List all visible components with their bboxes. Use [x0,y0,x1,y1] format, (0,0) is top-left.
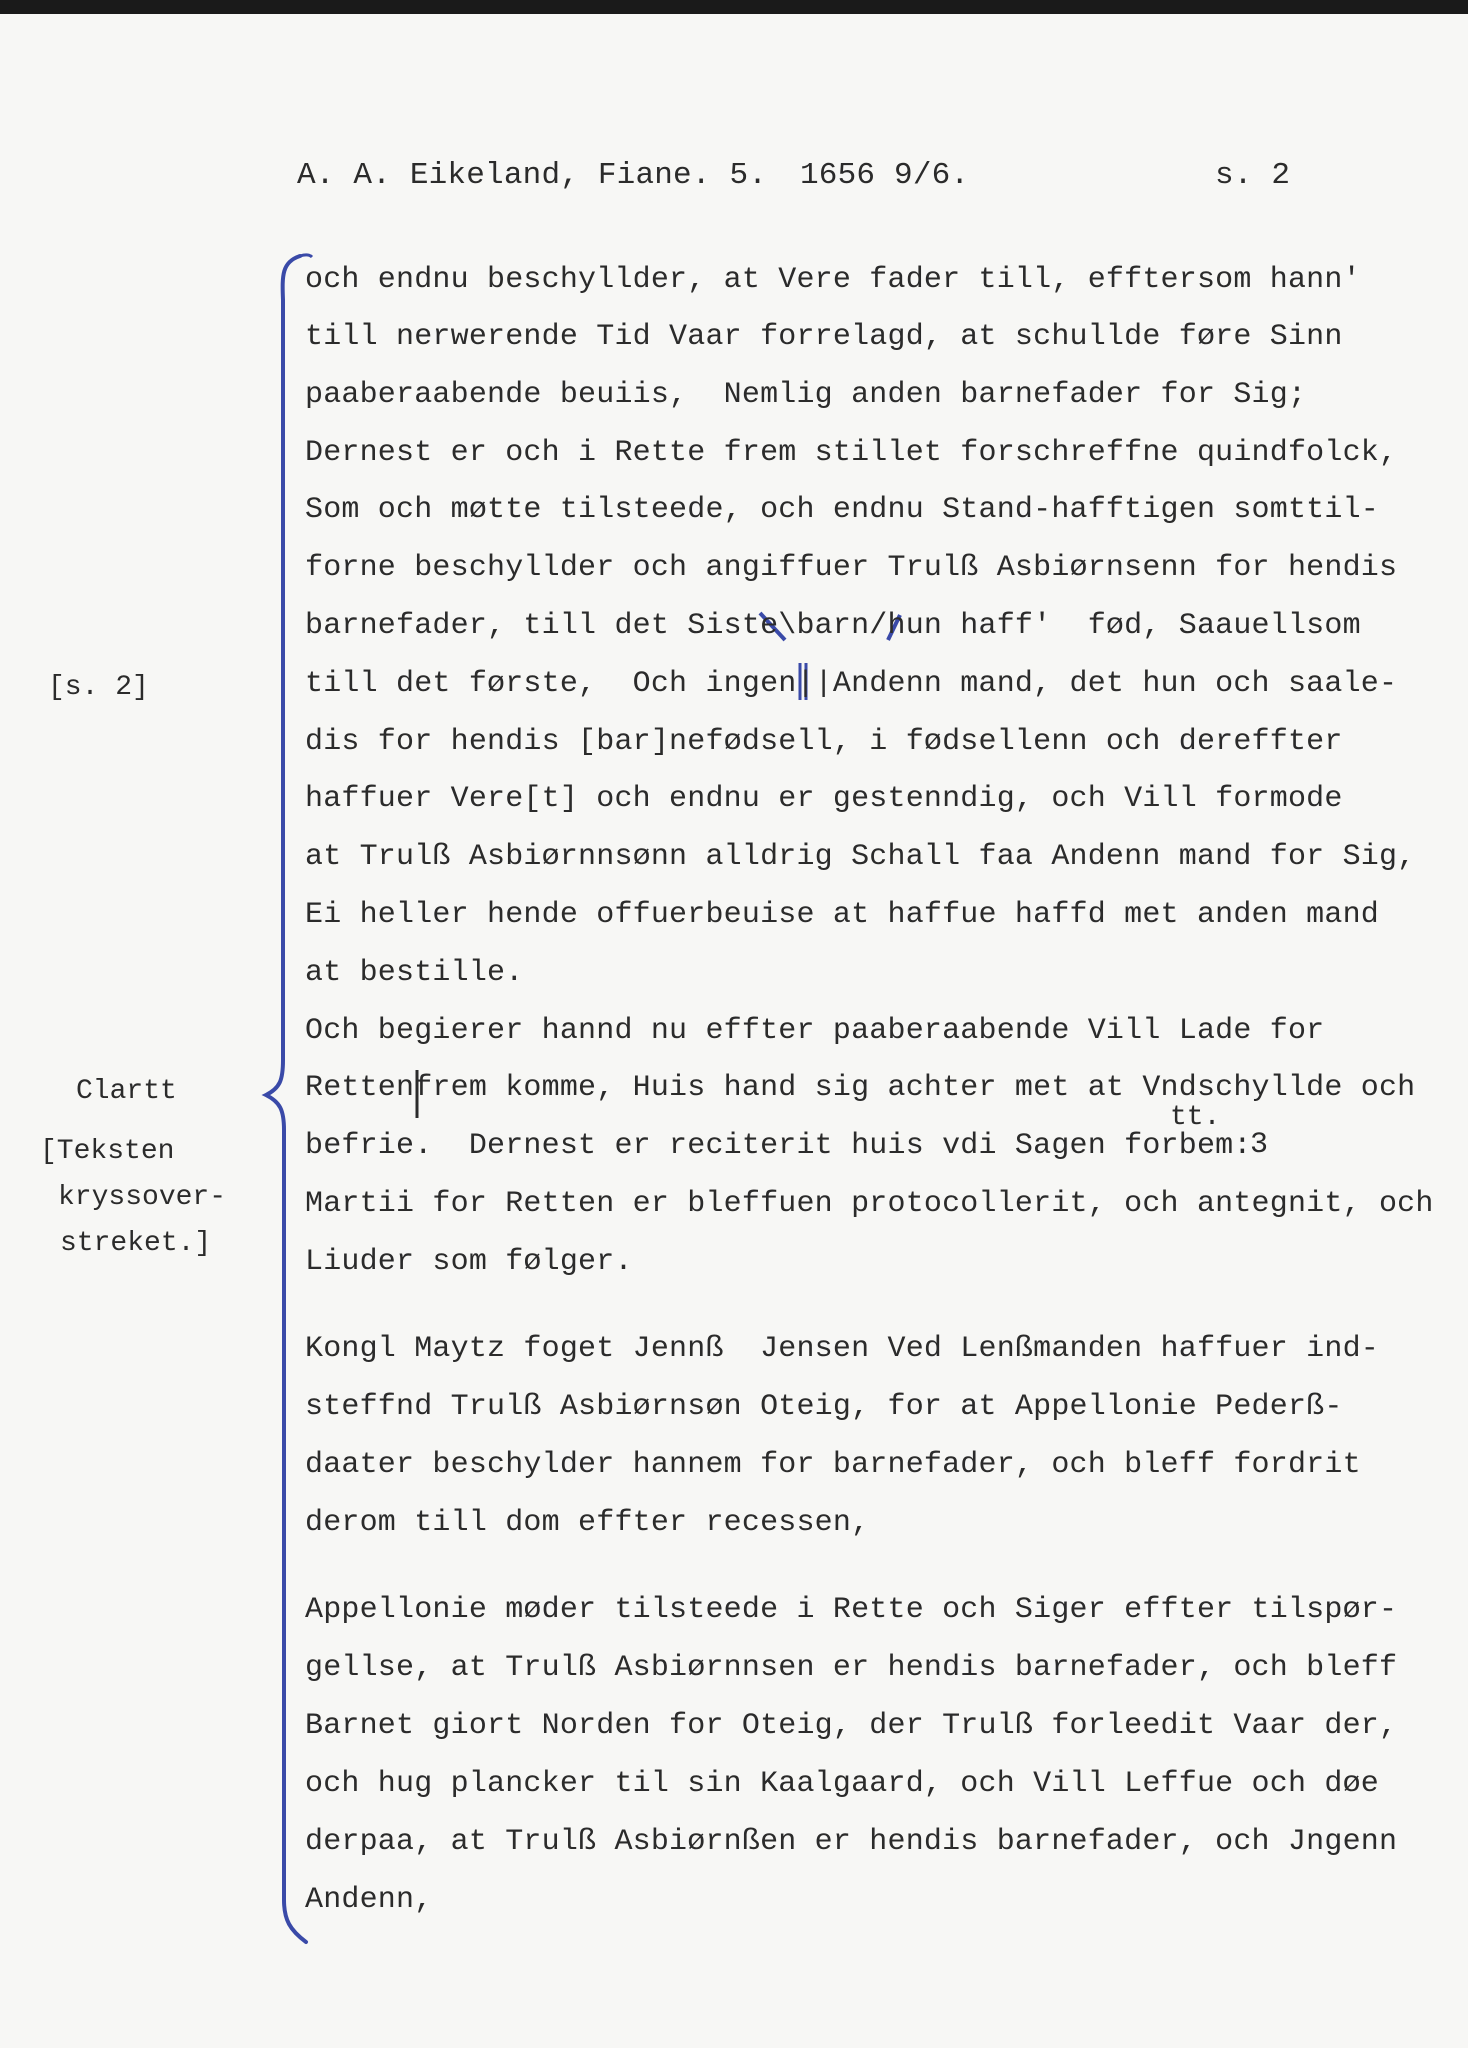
body-line: Dernest er och i Rette frem stillet forschreffne quindfolck, [305,436,1398,470]
paragraph-2-line: Kongl Maytz foget Jennß Jensen Ved Lenßmanden haffuer ind- [305,1332,1379,1366]
body-line: Som och møtte tilsteede, och endnu Stand-hafftigen somttil- [305,493,1379,527]
body-line: till nerwerende Tid Vaar forrelagd, at schullde føre Sinn [305,320,1343,354]
margin-page-ref: [s. 2] [48,672,149,703]
body-line: Martii for Retten er bleffuen protocollerit, och antegnit, och [305,1187,1434,1221]
paragraph-2-line: steffnd Trulß Asbiørnsøn Oteig, for at Appellonie Pederß- [305,1390,1343,1424]
paragraph-3-line: derpaa, at Trulß Asbiørnßen er hendis barnefader, och Jngenn [305,1825,1398,1859]
paragraph-3-line: och hug plancker til sin Kaalgaard, och Vill Leffue och døe [305,1767,1379,1801]
body-line: Och begierer hannd nu effter paaberaabende Vill Lade for [305,1014,1325,1048]
header-source: A. A. Eikeland, Fiane. 5. [297,158,768,193]
paragraph-3-line: Andenn, [305,1883,433,1917]
margin-note-clartt: Clartt [76,1076,177,1107]
bracket-stroke [266,256,306,1942]
paragraph-2-line: derom till dom effter recessen, [305,1506,870,1540]
superscript-tt: tt. [1170,1102,1221,1133]
body-line: at Trulß Asbiørnnsønn alldrig Schall faa Andenn mand for Sig, [305,840,1416,874]
body-line: dis for hendis [bar]nefødsell, i fødsellenn och dereffter [305,725,1343,759]
body-line: till det første, Och ingen||Andenn mand, det hun och saale- [305,667,1398,701]
margin-digit: 3 [1250,1128,1269,1162]
header-page-number: s. 2 [1215,158,1291,193]
body-line: at bestille. [305,956,524,990]
body-line: och endnu beschyllder, at Vere fader till, efftersom hann' [305,263,1361,297]
bracket-upper-hook [300,255,312,257]
body-line: befrie. Dernest er reciterit huis vdi Sagen forbem: [305,1129,1252,1163]
body-line: Rettenfrem komme, Huis hand sig achter met at Vndschyllde och [305,1071,1416,1105]
header-date: 1656 9/6. [800,158,970,193]
body-line: forne beschyllder och angiffuer Trulß Asbiørnsenn for hendis [305,551,1398,585]
margin-note-crossed-2: kryssover- [58,1182,227,1213]
paragraph-3-line: Barnet giort Norden for Oteig, der Trulß forleedit Vaar der, [305,1709,1398,1743]
margin-note-crossed-3: streket.] [60,1228,212,1259]
margin-note-crossed-1: [Teksten [40,1136,175,1167]
body-line: Ei heller hende offuerbeuise at haffue haffd met anden mand [305,898,1379,932]
body-line: barnefader, till det Siste\barn/hun haff' fød, Saauellsom [305,609,1361,643]
body-line: haffuer Vere[t] och endnu er gestenndig, och Vill formode [305,782,1343,816]
body-line: paaberaabende beuiis, Nemlig anden barnefader for Sig; [305,378,1307,412]
paragraph-3-line: Appellonie møder tilsteede i Rette och Siger effter tilspør- [305,1593,1398,1627]
body-line: Liuder som følger. [305,1245,633,1279]
paragraph-2-line: daater beschylder hannem for barnefader, och bleff fordrit [305,1448,1361,1482]
paragraph-3-line: gellse, at Trulß Asbiørnnsen er hendis barnefader, och bleff [305,1651,1398,1685]
